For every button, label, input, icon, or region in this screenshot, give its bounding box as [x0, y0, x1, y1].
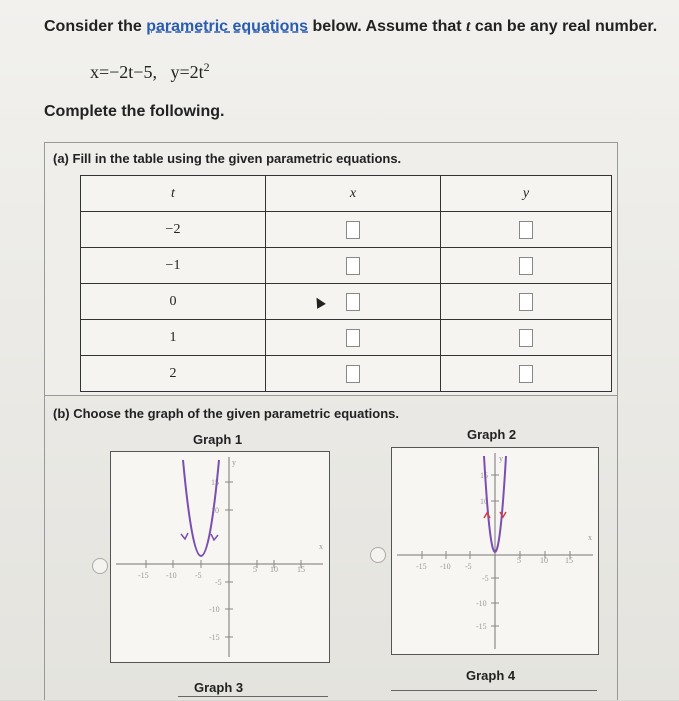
graph2-plot[interactable]	[391, 447, 599, 655]
g2-xaxis-label: x	[588, 533, 592, 542]
equations: x=−2t−5, $y=2t^2$	[90, 60, 210, 82]
g2-xtick: 15	[565, 556, 573, 565]
y-input[interactable]	[519, 257, 533, 275]
g2-ytick: 15	[480, 471, 488, 480]
header-t: t	[81, 176, 266, 212]
t-value: −2	[81, 212, 266, 248]
graph3-plot-edge	[178, 696, 328, 701]
g2-xtick: -10	[440, 562, 451, 571]
table-row	[81, 284, 612, 320]
graph1-label: Graph 1	[193, 432, 243, 447]
graph2-label: Graph 2	[467, 427, 517, 442]
t-value: 1	[81, 320, 266, 356]
graph2-radio[interactable]	[370, 547, 386, 563]
g2-xtick: 10	[540, 556, 548, 565]
table-row	[81, 212, 612, 248]
graph4-label: Graph 4	[466, 668, 516, 683]
g1-xtick: -15	[138, 571, 149, 580]
g1-xtick: 15	[297, 565, 305, 574]
x-input[interactable]	[346, 221, 360, 239]
g2-ytick: -15	[476, 622, 487, 631]
y-input[interactable]	[519, 329, 533, 347]
g2-yaxis-label: y	[499, 454, 503, 463]
values-table	[80, 175, 612, 392]
parametric-equations-link[interactable]: parametric equations	[146, 18, 309, 35]
graph1-arrow	[211, 534, 218, 540]
y-input[interactable]	[519, 221, 533, 239]
g1-xaxis-label: x	[319, 542, 323, 551]
part-b-title: (b) Choose the graph of the given parametric equations.	[53, 406, 399, 421]
table-row	[81, 356, 612, 392]
y-input[interactable]	[519, 365, 533, 383]
table-row	[81, 248, 612, 284]
g1-ytick: -15	[209, 633, 220, 642]
g2-xtick: -15	[416, 562, 427, 571]
table-header-row	[81, 176, 612, 212]
intro-text: Consider the parametric equations below. Assume that t can be any real number.	[44, 18, 658, 35]
graph2-svg	[392, 448, 598, 654]
graph2-arrow	[484, 513, 490, 518]
g1-xtick: 10	[270, 565, 278, 574]
g1-xtick: -10	[166, 571, 177, 580]
g1-ytick: 15	[211, 478, 219, 487]
graph3-label: Graph 3	[194, 680, 244, 695]
g1-xtick: 5	[253, 565, 257, 574]
graph4-plot-edge	[391, 690, 597, 695]
header-y: y	[441, 176, 612, 212]
graph1-arrow	[181, 533, 188, 539]
g2-ytick: -10	[476, 599, 487, 608]
complete-instruction: Complete the following.	[44, 103, 225, 120]
t-value: 2	[81, 356, 266, 392]
graph1-curve	[183, 460, 219, 556]
x-input[interactable]	[346, 293, 360, 311]
g1-ytick: -10	[209, 605, 220, 614]
g2-ytick: 10	[480, 497, 488, 506]
g1-ytick: -5	[215, 578, 222, 587]
x-equation: x=−2t−5,	[90, 62, 157, 82]
g1-xtick: -5	[195, 571, 202, 580]
part-a-section	[44, 142, 618, 396]
table-row	[81, 320, 612, 356]
x-input[interactable]	[346, 329, 360, 347]
header-x: x	[266, 176, 441, 212]
x-input[interactable]	[346, 365, 360, 383]
y-input[interactable]	[519, 293, 533, 311]
g2-xtick: -5	[465, 562, 472, 571]
t-value: 0	[81, 284, 266, 320]
g1-yaxis-label: y	[232, 458, 236, 467]
graph1-radio[interactable]	[92, 558, 108, 574]
graph1-plot[interactable]	[110, 451, 330, 663]
g1-ytick: 10	[211, 506, 219, 515]
t-value: −1	[81, 248, 266, 284]
part-a-title: (a) Fill in the table using the given parametric equations.	[53, 151, 402, 166]
graph1-svg	[111, 452, 329, 662]
y-equation: y=2t	[170, 62, 204, 82]
g2-xtick: 5	[517, 556, 521, 565]
g2-ytick: -5	[482, 574, 489, 583]
x-input[interactable]	[346, 257, 360, 275]
